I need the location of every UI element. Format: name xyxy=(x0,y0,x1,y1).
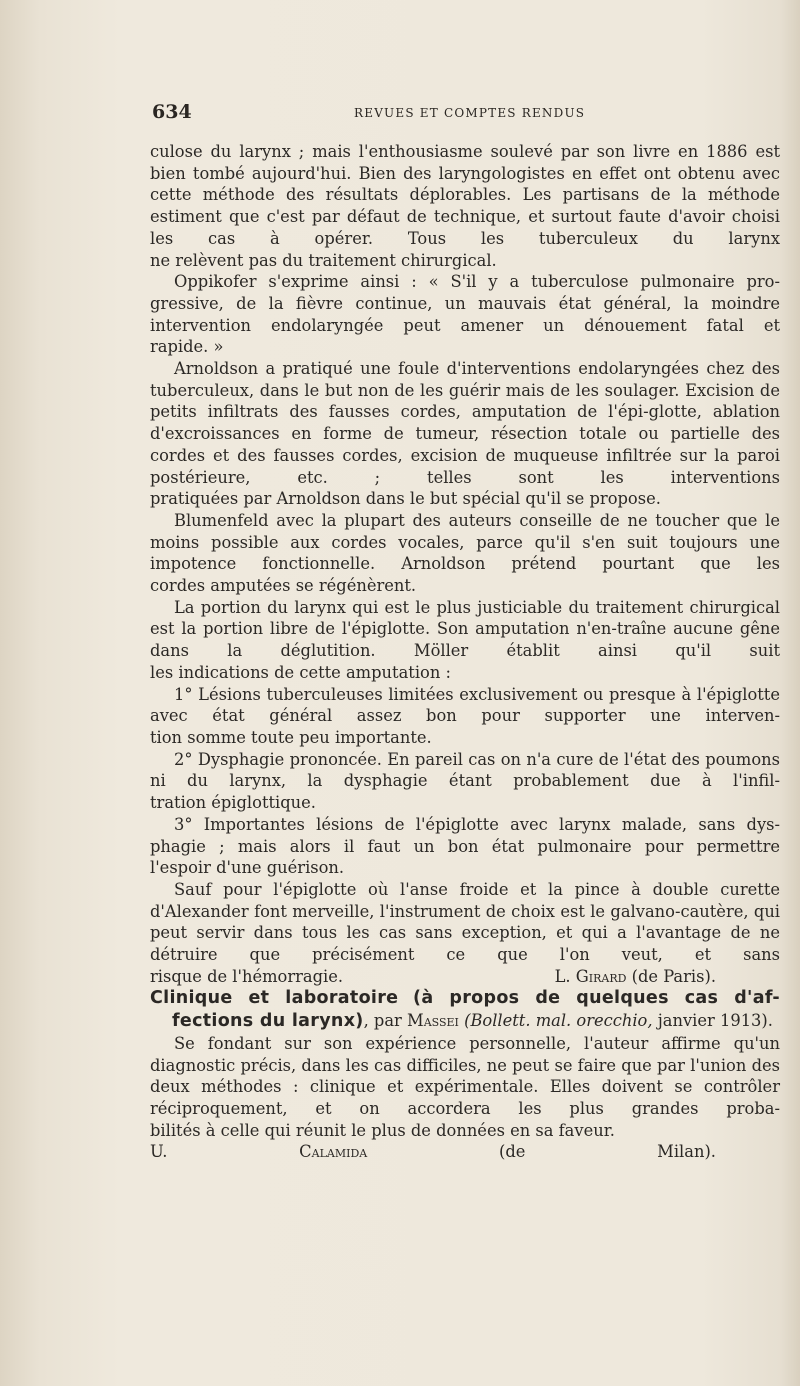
article-title: Clinique et laboratoire xyxy=(150,988,399,1009)
indication-2: 2° Dysphagie prononcée. En pareil cas on n'a cure de l'état des poumons ni du larynx, la dysphagie étant probablement due à l'infil- xyxy=(150,749,780,791)
article-author: Massei xyxy=(407,1011,459,1031)
paragraph-9-end: risque de l'hémorragie. xyxy=(150,966,344,986)
journal-title: REVUES ET COMPTES RENDUS xyxy=(354,106,586,120)
paragraph-2-end: rapide. » xyxy=(150,337,224,357)
signature-place: (de Paris). xyxy=(631,966,716,986)
paragraph-5: La portion du larynx qui est le plus justiciable du traitement chirurgical est la portion libre de l'épiglotte. Son amputation n'en-traîne aucune gêne dans la déglutition. Möller établit ainsi qu'il suit xyxy=(150,597,780,661)
indication-1: 1° Lésions tuberculeuses limitées exclusivement ou presque à l'épiglotte avec état général assez bon pour supporter une interven- xyxy=(150,684,780,726)
page-number: 634 xyxy=(152,101,192,123)
paragraph-4: Blumenfeld avec la plupart des auteurs conseille de ne toucher que le moins possible aux cordes vocales, parce qu'il s'en suit toujours une impotence fonctionnelle. Arnoldson prétend pourtant que les xyxy=(150,510,780,574)
article-2-paragraph-end: bilités à celle qui réunit le plus de données en sa faveur. xyxy=(150,1120,615,1140)
article-2-heading: Clinique et laboratoire (à propos de quelques cas d'af- fections du larynx), par Massei (Bollett. mal. orecchio, janvier 1913). xyxy=(150,988,780,1032)
indication-2-end: tration épiglottique. xyxy=(150,793,316,813)
paragraph-1: culose du larynx ; mais l'enthousiasme soulevé par son livre en 1886 est bien tombé aujourd'hui. Bien des laryngologistes en effet ont obtenu avec cette méthode des résultats déplorables. Les partisans de la méthode estiment que c'est par défaut de technique, et surtout faute d'avoir choisi les cas à opérer. Tous les tuberculeux du larynx xyxy=(150,142,780,248)
article-2-paragraph: Se fondant sur son expérience personnelle, l'auteur affirme qu'un diagnostic précis, dans les cas difficiles, ne peut se faire que par l'union des deux méthodes : clinique et expérimentale. Elles doivent se contrôler réciproquement, et on accordera les plus grandes proba- xyxy=(150,1033,780,1118)
paragraph-3: Arnoldson a pratiqué une foule d'interventions endolaryngées chez des tuberculeux, dans le but non de les guérir mais de les soulager. Excision de petits infiltrats des fausses cordes, amputation de l'épi-glotte, ablation d'excroissances en forme de tumeur, résection totale ou partielle des cordes et des fausses cordes, excision de muqueuse infiltrée sur la paroi postérieure, etc. ; telles sont les interventions xyxy=(150,359,781,487)
article-source: (Bollett. mal. orecchio, xyxy=(464,1011,653,1031)
signature-place-2: (de Milan). xyxy=(498,1142,716,1162)
paragraph-5-end: les indications de cette amputation : xyxy=(150,662,451,682)
paragraph-4-end: cordes amputées se régénèrent. xyxy=(150,576,417,596)
paragraph-2: Oppikofer s'exprime ainsi : « S'il y a tuberculose pulmonaire pro-gressive, de la fièvre continue, un mauvais état général, la moindre intervention endolaryngée peut amener un dénouement fatal et xyxy=(150,272,780,335)
running-head xyxy=(152,100,782,124)
indication-3: 3° Importantes lésions de l'épiglotte avec larynx malade, sans dys-phagie ; mais alors il faut un bon état pulmonaire pour permettre xyxy=(150,814,780,856)
signature-name: L. Girard xyxy=(554,966,627,986)
body-text xyxy=(150,141,780,1163)
indication-3-end: l'espoir d'une guérison. xyxy=(150,858,345,878)
paragraph-1-end: ne relèvent pas du traitement chirurgical. xyxy=(150,250,497,270)
signature-girard xyxy=(555,966,780,988)
signature-name-2: U. Calamida xyxy=(150,1142,368,1162)
paragraph-9: Sauf pour l'épiglotte où l'anse froide et la pince à double curette d'Alexander font merveille, l'instrument de choix est le galvano-cautère, qui peut servir dans tous les cas sans exception, et qui a l'avantage de ne détruire que précisément ce que l'on veut, et sans xyxy=(150,879,781,965)
signature-line-1 xyxy=(150,966,780,988)
indication-1-end: tion somme toute peu importante. xyxy=(150,727,432,747)
signature-calamida xyxy=(150,1141,780,1163)
paragraph-3-end: pratiquées par Arnoldson dans le but spécial qu'il se propose. xyxy=(150,489,661,509)
